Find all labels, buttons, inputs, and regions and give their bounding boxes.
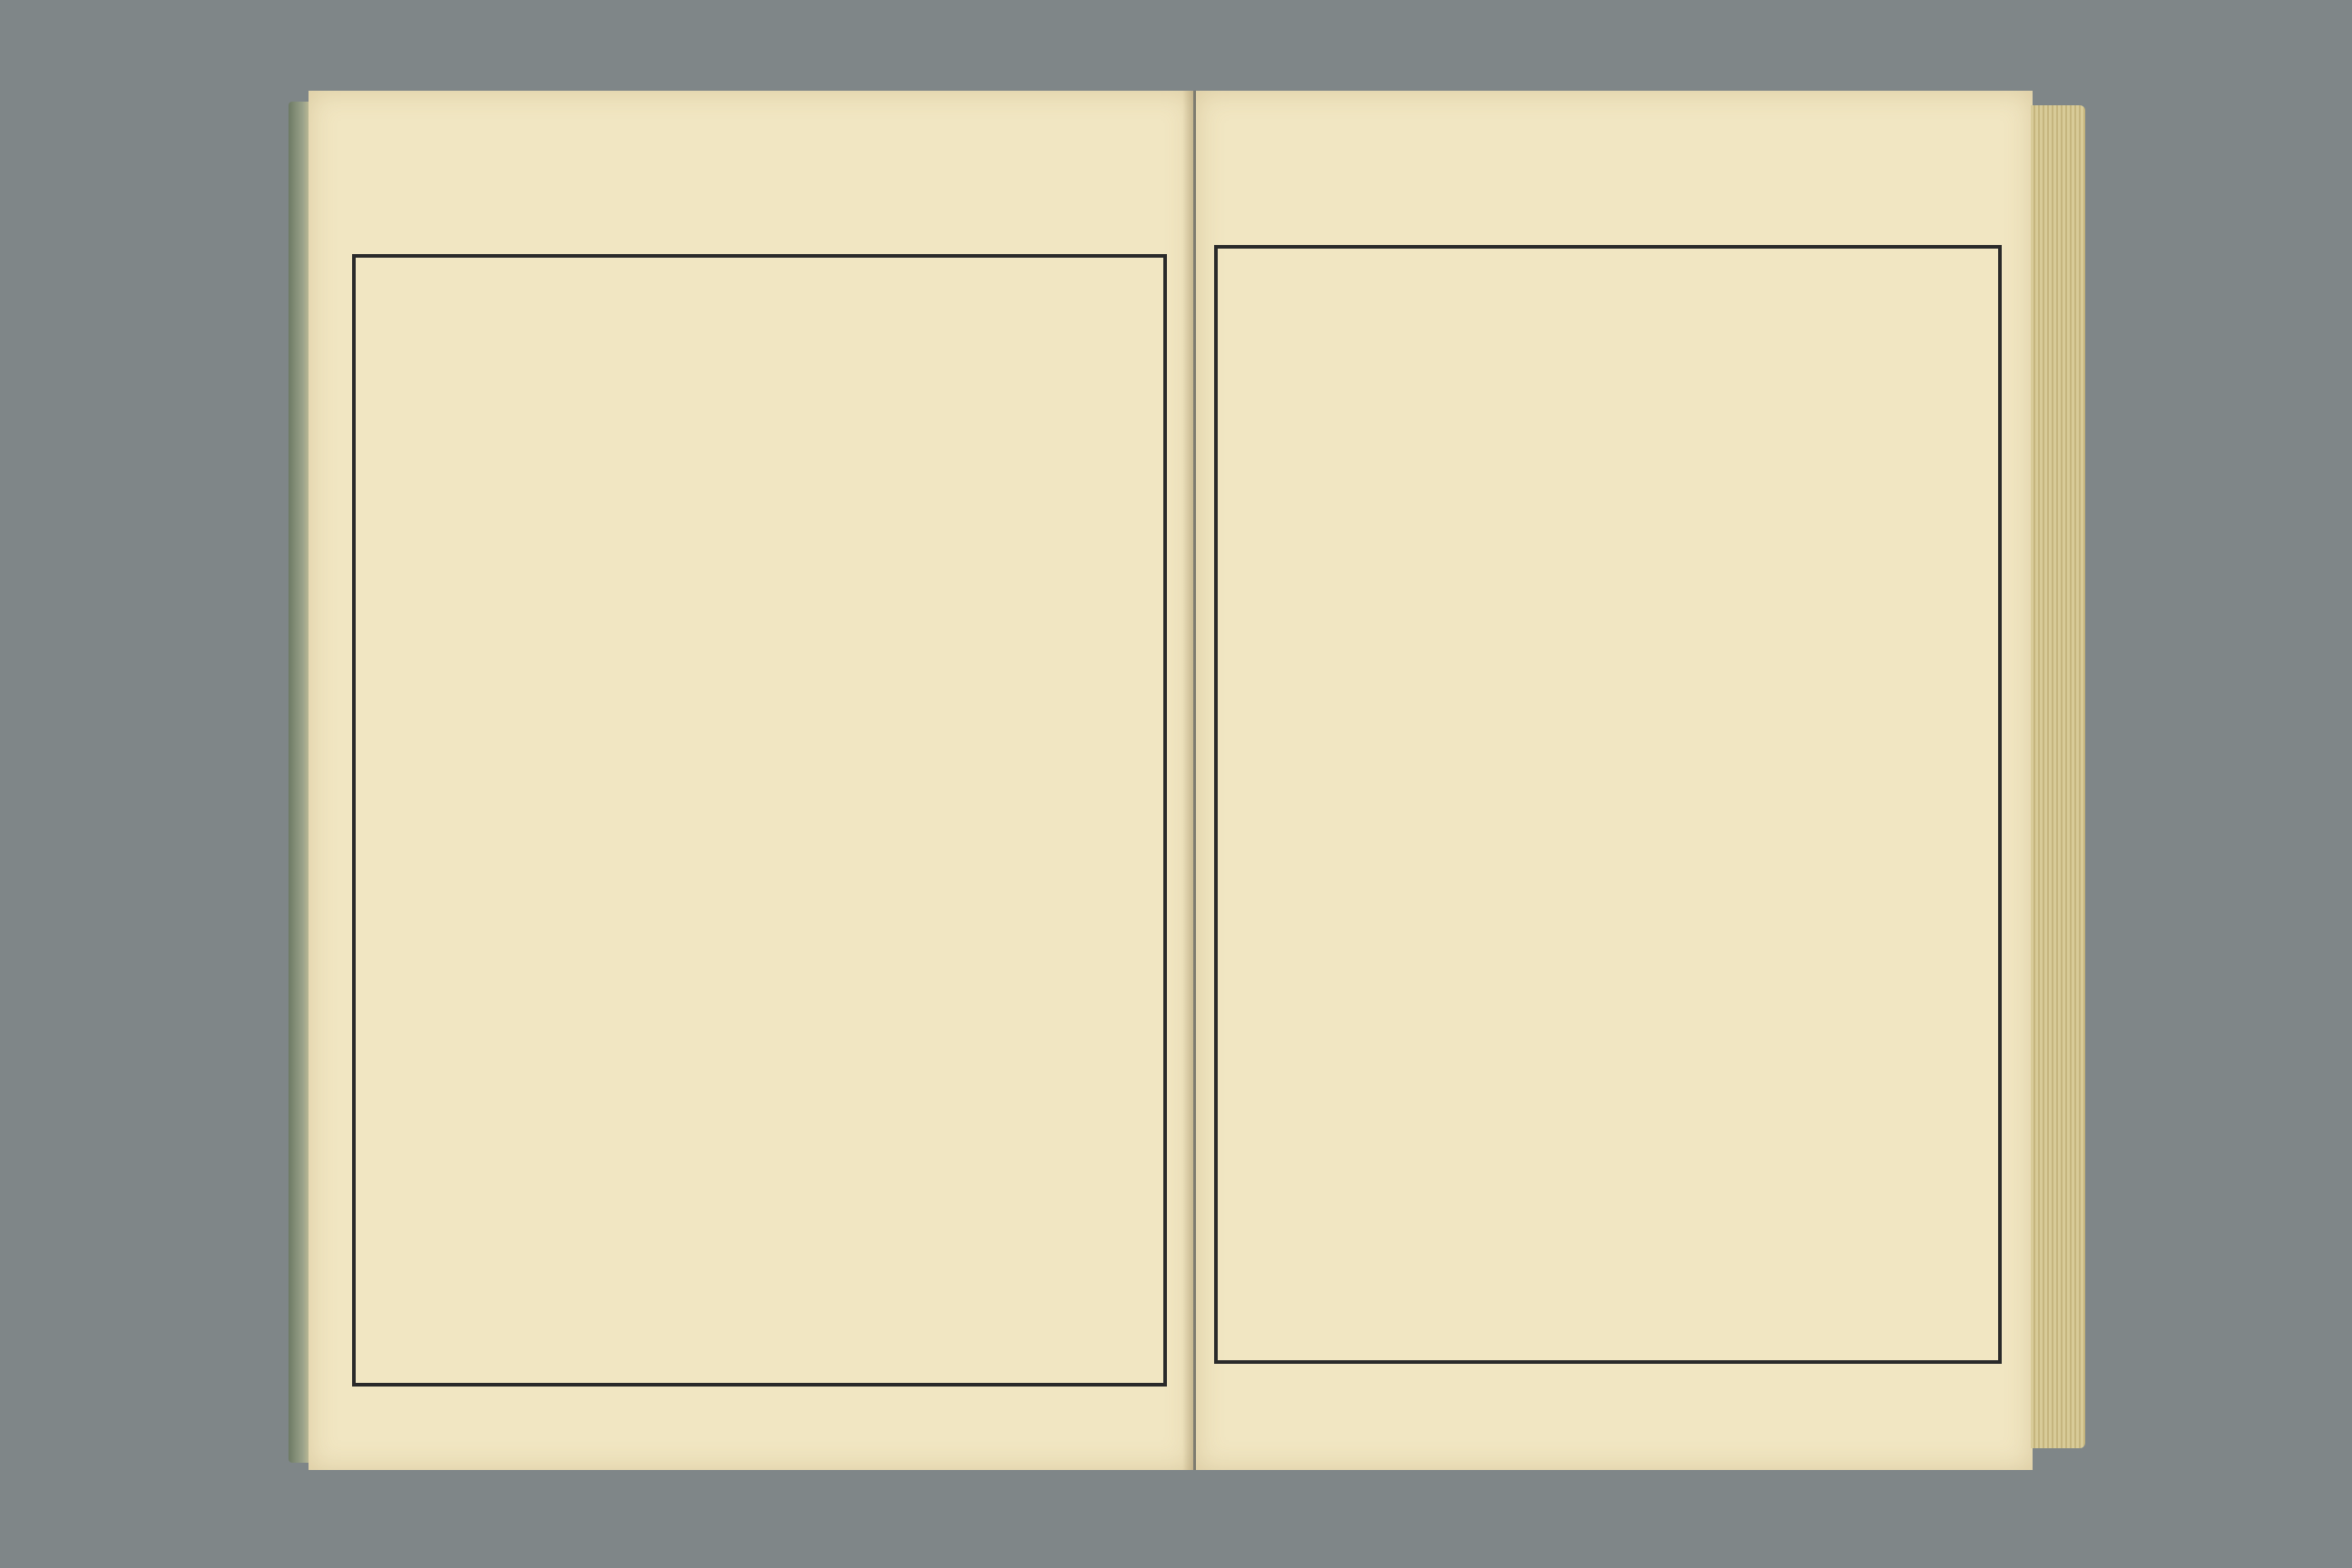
left-page — [309, 91, 1193, 1470]
page-stack-edge — [2031, 105, 2085, 1448]
right-page — [1196, 91, 2033, 1470]
right-page-frame — [1214, 245, 2002, 1364]
open-book — [289, 91, 2085, 1470]
left-page-frame — [352, 254, 1167, 1387]
